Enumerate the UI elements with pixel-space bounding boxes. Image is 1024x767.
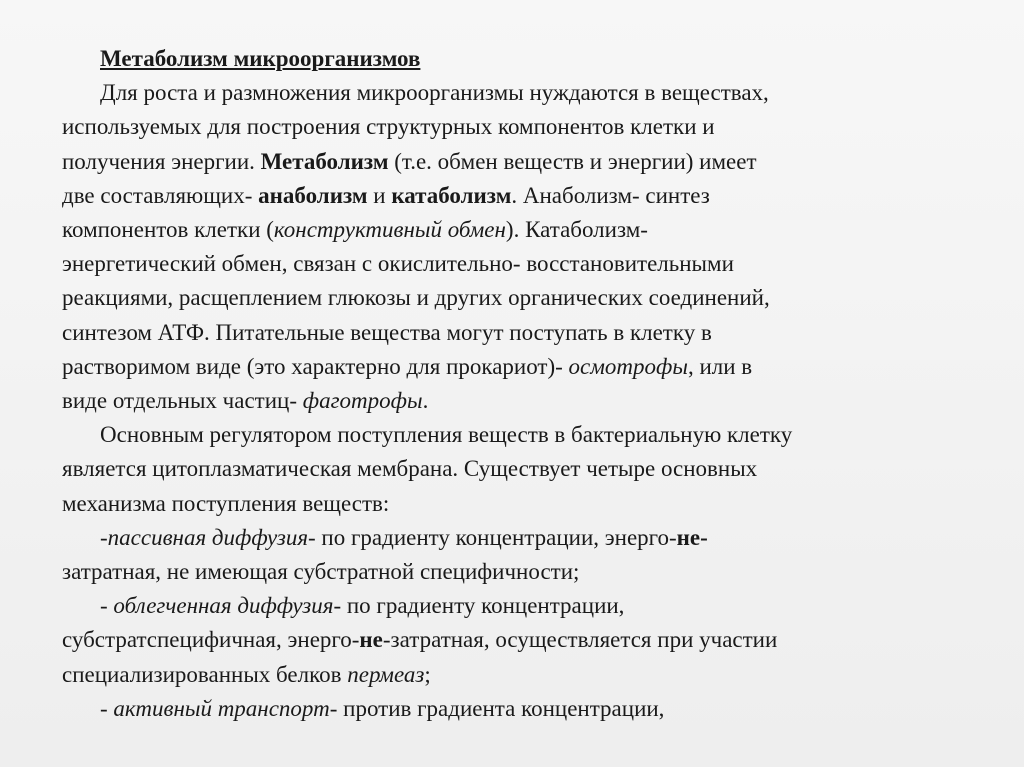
text-line: [62, 555, 962, 589]
text-run: используемых для построения структурных компонентов клетки и: [62, 114, 715, 140]
text-line: [62, 110, 962, 144]
text-run: механизма поступления веществ:: [62, 490, 390, 516]
text-run: (т.е. обмен веществ и энергии) имеет: [388, 148, 757, 174]
text-line: [62, 281, 962, 315]
text-line: [62, 487, 962, 521]
text-run: Для роста и размножения микроорганизмы нуждаются в веществах,: [100, 80, 769, 106]
term-italic: - активный транспорт: [100, 695, 330, 721]
text-run: Основным регулятором поступления веществ в бактериальную клетку: [100, 422, 793, 448]
text-run: - по градиенту концентрации,: [333, 593, 625, 619]
term-bold: не: [359, 627, 383, 653]
text-run: ;: [424, 661, 431, 687]
text-line: [62, 213, 962, 247]
text-run: получения энергии.: [62, 148, 261, 174]
text-run: является цитоплазматическая мембрана. Существует четыре основных: [62, 456, 758, 482]
text-run: реакциями, расщеплением глюкозы и других органических соединений,: [62, 285, 770, 311]
term-italic: конструктивный обмен: [273, 217, 506, 243]
text-run: виде отдельных частиц-: [62, 388, 303, 414]
text-line: [62, 247, 962, 281]
text-line: [62, 452, 962, 486]
text-run: - против градиента концентрации,: [329, 695, 665, 721]
text-line: [62, 350, 962, 384]
text-run: растворимом виде (это характерно для прокариот)-: [62, 353, 569, 379]
term-italic: - облегченная диффузия: [100, 593, 334, 619]
text-run: энергетический обмен, связан с окислительно- восстановительными: [62, 251, 734, 277]
term-italic: -пассивная диффузия: [100, 524, 309, 550]
text-run: -затратная, осуществляется при участии: [382, 627, 778, 653]
text-line: [62, 76, 962, 110]
term-italic: фаготрофы: [302, 388, 423, 414]
term-bold: Метаболизм: [260, 148, 389, 174]
term-bold: не-: [676, 524, 708, 550]
page-title: Метаболизм микроорганизмов: [100, 46, 421, 71]
text-line: [62, 658, 962, 692]
list-item-line: [62, 589, 962, 623]
text-run: синтезом АТФ. Питательные вещества могут поступать в клетку в: [62, 319, 712, 345]
text-line: [62, 623, 962, 657]
text-line: [62, 145, 962, 179]
list-item-line: [62, 521, 962, 555]
text-run: и: [367, 182, 392, 208]
text-run: .: [422, 388, 429, 414]
text-run: , или в: [687, 353, 753, 379]
text-run: субстратспецифичная, энерго-: [62, 627, 360, 653]
list-item-line: [62, 692, 962, 726]
slide-text: [62, 42, 962, 726]
text-line: [62, 384, 962, 418]
text-run: затратная, не имеющая субстратной специфичности;: [62, 559, 580, 585]
term-bold: анаболизм: [258, 182, 368, 208]
text-line: [62, 316, 962, 350]
text-run: специализированных белков: [62, 661, 348, 687]
text-run: . Анаболизм- синтез: [511, 182, 710, 208]
text-run: компонентов клетки (: [62, 217, 274, 243]
text-line: [62, 418, 962, 452]
term-italic: пермеаз: [347, 661, 425, 687]
heading-line: [62, 42, 962, 76]
text-run: две составляющих-: [62, 182, 259, 208]
term-bold: катаболизм: [391, 182, 512, 208]
text-run: ). Катаболизм-: [505, 217, 648, 243]
text-line: [62, 179, 962, 213]
text-run: - по градиенту концентрации, энерго-: [308, 524, 677, 550]
term-italic: осмотрофы: [568, 353, 688, 379]
